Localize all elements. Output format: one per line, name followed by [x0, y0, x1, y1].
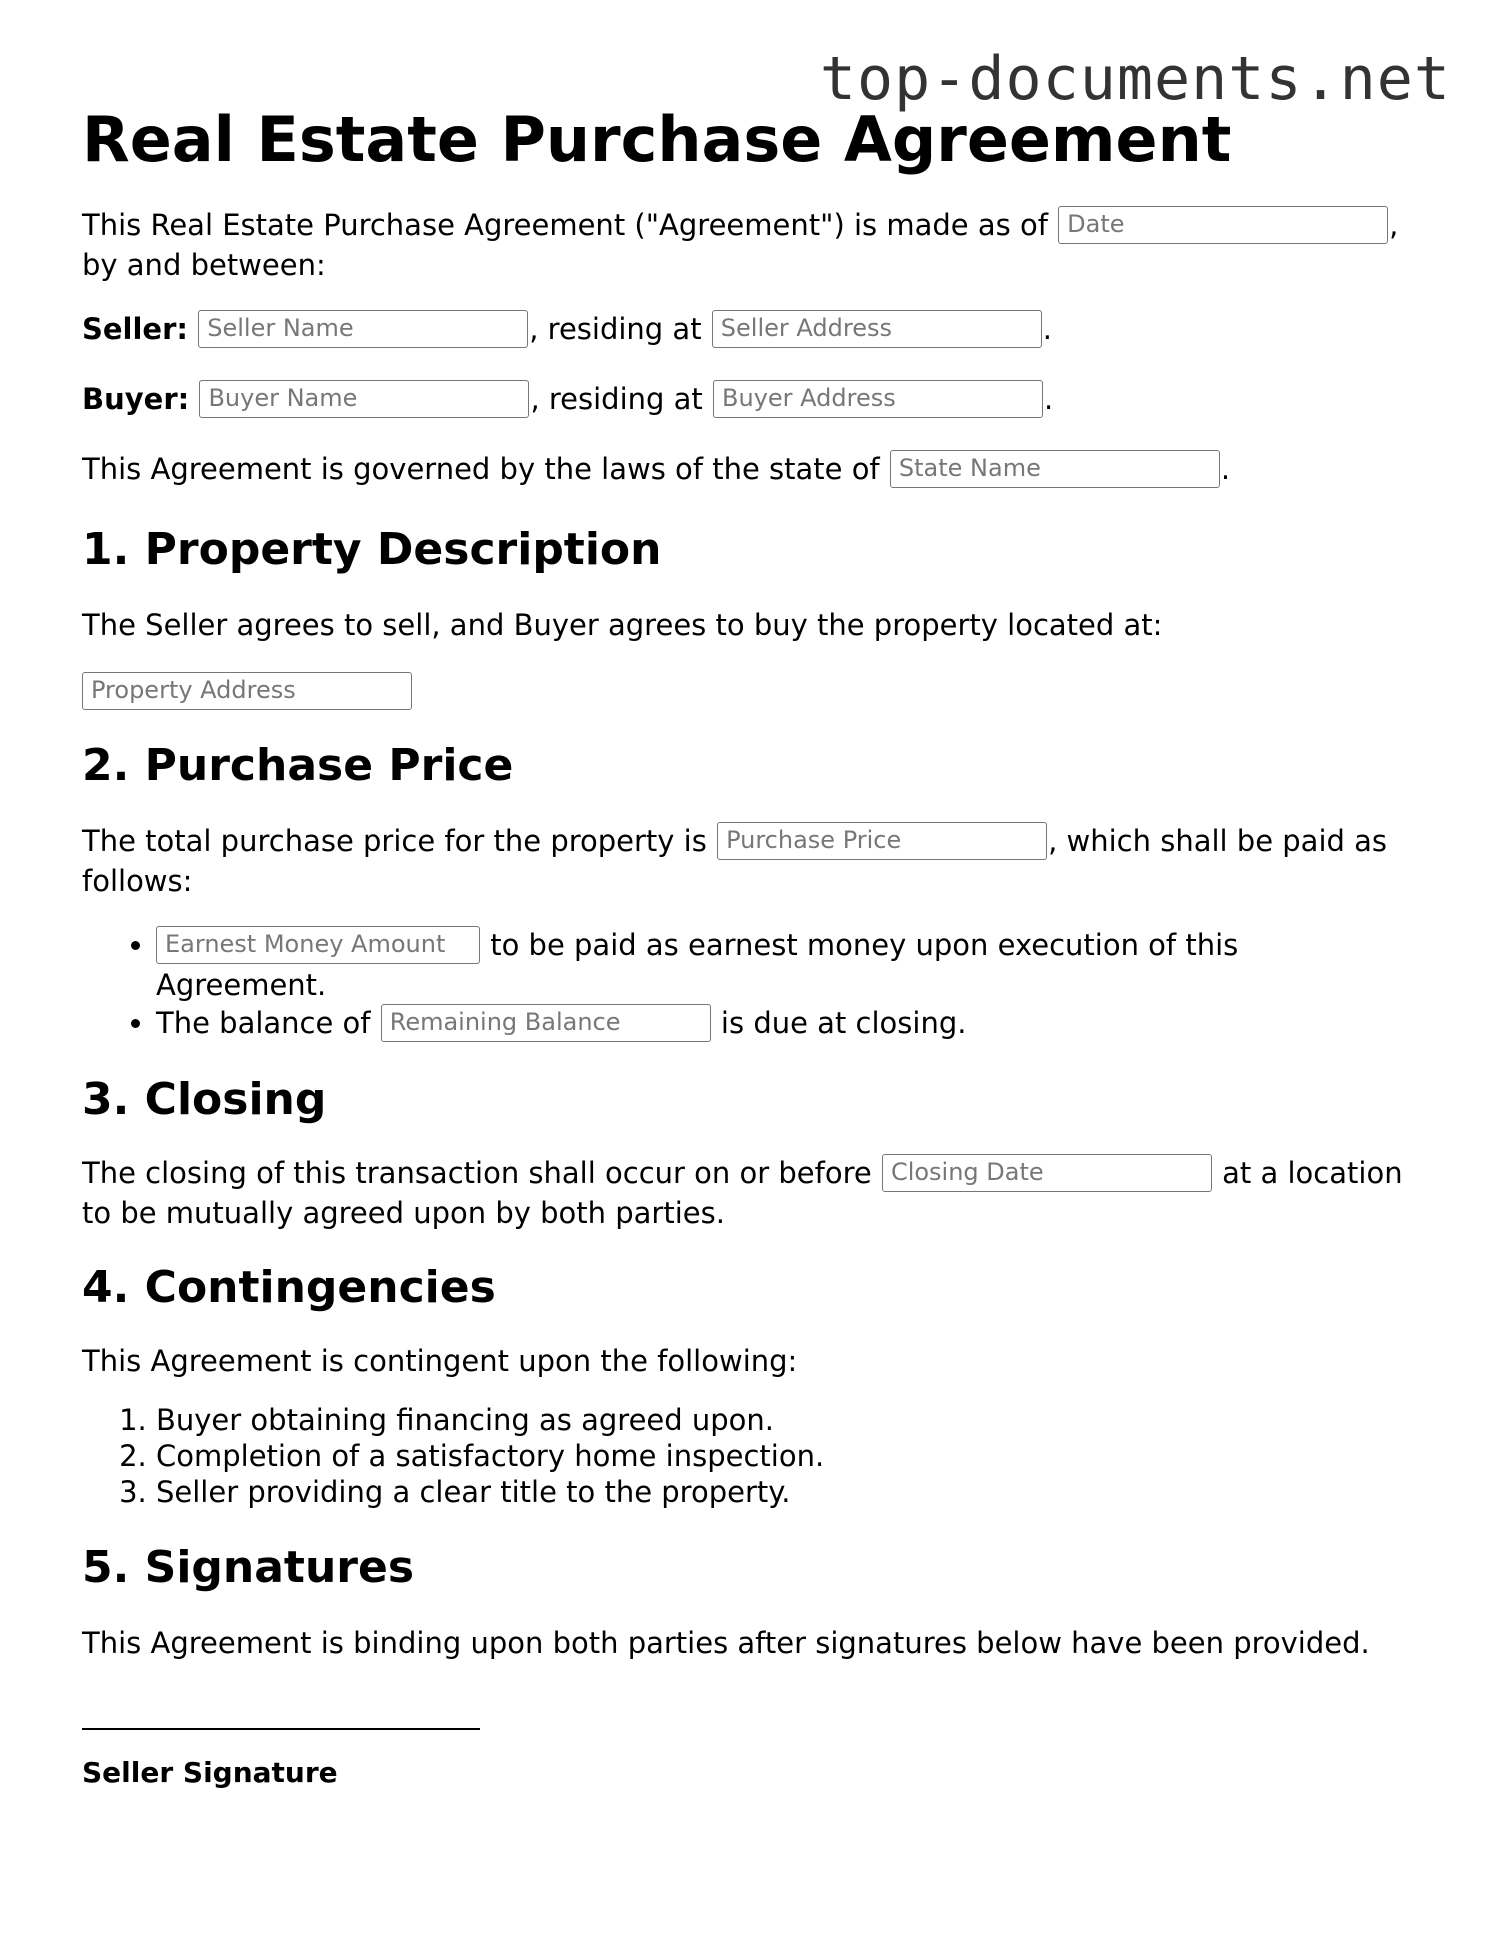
earnest-money-field[interactable]: Earnest Money Amount [156, 926, 480, 964]
section-2-heading: 2. Purchase Price [82, 740, 514, 791]
section-3-heading: 3. Closing [82, 1074, 327, 1125]
section-5-text: This Agreement is binding upon both parties after signatures below have been provided. [82, 1626, 1370, 1660]
closing-date-field[interactable]: Closing Date [882, 1154, 1212, 1192]
purchase-price-text: The total purchase price for the property is [82, 824, 717, 858]
seller-name-field[interactable]: Seller Name [198, 310, 528, 348]
intro-paragraph [82, 206, 1422, 284]
seller-residing-text: , residing at [529, 312, 711, 346]
section-5-heading: 5. Signatures [82, 1542, 415, 1593]
section-4-heading: 4. Contingencies [82, 1262, 496, 1313]
purchase-price-after: , which shall be paid as [1048, 824, 1388, 858]
document-content [82, 104, 1422, 1790]
intro-line2: by and between: [82, 248, 326, 282]
intro-text: This Real Estate Purchase Agreement ("Agreement") is made as of [82, 208, 1058, 242]
buyer-period: . [1044, 382, 1054, 416]
closing-line2: to be mutually agreed upon by both parties. [82, 1196, 725, 1230]
document-title: Real Estate Purchase Agreement [82, 103, 1232, 176]
seller-signature-line[interactable] [82, 1728, 480, 1730]
earnest-money-text: to be paid as earnest money upon execution of this [481, 928, 1239, 962]
payment-list [82, 926, 1422, 1044]
list-item: 2. Completion of a satisfactory home inspection. [156, 1438, 1422, 1474]
earnest-money-line2: Agreement. [156, 968, 327, 1002]
buyer-line [82, 380, 1422, 420]
purchase-price-line2: follows: [82, 864, 193, 898]
property-address-line [82, 672, 1422, 712]
contingencies-list [82, 1402, 1422, 1510]
seller-line [82, 310, 1422, 350]
section-1-text: The Seller agrees to sell, and Buyer agrees to buy the property located at: [82, 608, 1163, 642]
balance-text: The balance of [156, 1006, 380, 1040]
seller-signature-label: Seller Signature [82, 1756, 338, 1789]
purchase-price-field[interactable]: Purchase Price [717, 822, 1047, 860]
closing-text: The closing of this transaction shall occur on or before [82, 1156, 881, 1190]
agreement-date-field[interactable]: Date [1058, 206, 1388, 244]
remaining-balance-field[interactable]: Remaining Balance [381, 1004, 711, 1042]
section-2-text [82, 822, 1422, 900]
governing-period: . [1220, 452, 1231, 486]
governing-law-line [82, 450, 1422, 490]
seller-period: . [1042, 312, 1053, 346]
buyer-name-field[interactable]: Buyer Name [199, 380, 529, 418]
section-4-text: This Agreement is contingent upon the following: [82, 1344, 798, 1378]
watermark: top-documents.net [819, 44, 1451, 114]
list-item [156, 1004, 1422, 1044]
state-name-field[interactable]: State Name [890, 450, 1220, 488]
seller-address-field[interactable]: Seller Address [712, 310, 1042, 348]
balance-after: is due at closing. [711, 1006, 967, 1040]
buyer-label: Buyer: [82, 382, 190, 416]
list-item [156, 926, 1422, 1004]
closing-after: at a location [1212, 1156, 1403, 1190]
seller-label: Seller: [82, 312, 189, 346]
property-address-field[interactable]: Property Address [82, 672, 412, 710]
section-3-text [82, 1154, 1422, 1232]
buyer-residing-text: , residing at [530, 382, 713, 416]
buyer-address-field[interactable]: Buyer Address [713, 380, 1043, 418]
section-1-heading: 1. Property Description [82, 524, 662, 575]
list-item: 3. Seller providing a clear title to the property. [156, 1474, 1422, 1510]
governing-text: This Agreement is governed by the laws of the state of [82, 452, 889, 486]
intro-comma: , [1389, 208, 1399, 242]
list-item: 1. Buyer obtaining financing as agreed upon. [156, 1402, 1422, 1438]
